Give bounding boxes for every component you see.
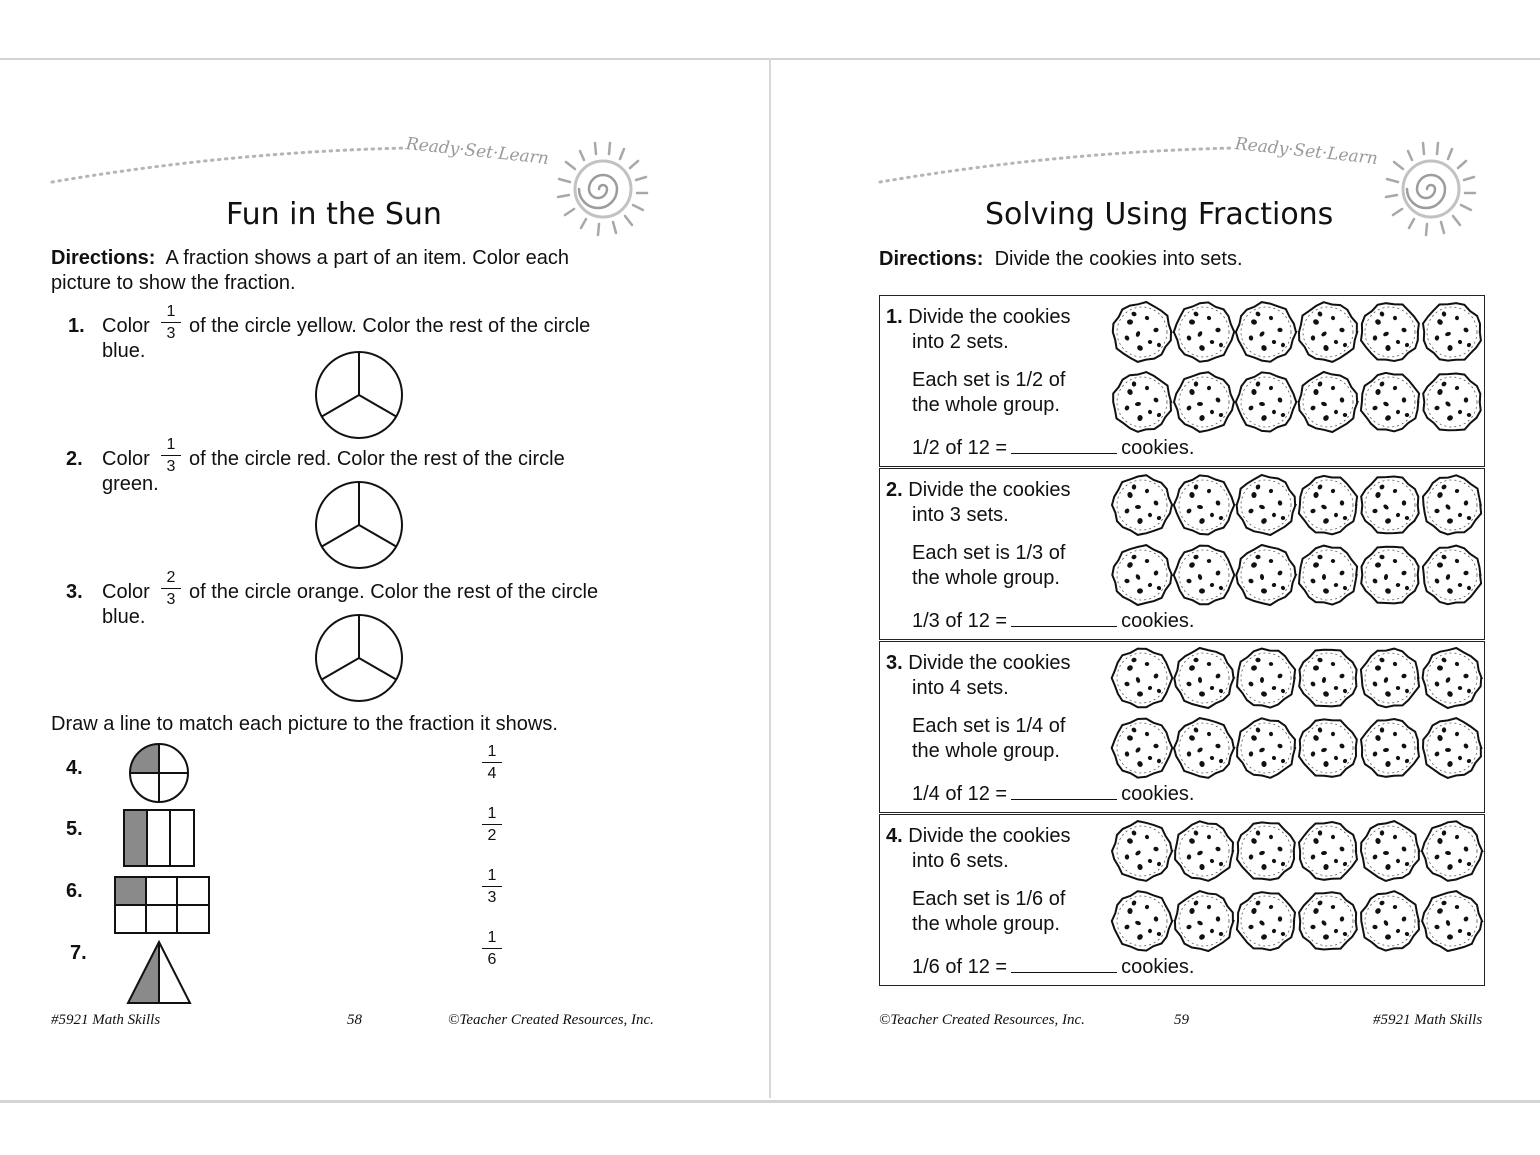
cookie-icon	[1361, 373, 1419, 431]
set-line1: Each set is 1/4 of	[912, 715, 1066, 737]
cookie-icon	[1422, 821, 1482, 881]
fraction-bar	[482, 762, 502, 763]
cookie-icon	[1361, 891, 1419, 950]
cookie-icon	[1361, 303, 1419, 361]
item-number: 3.	[66, 581, 83, 603]
sun-icon	[1378, 135, 1488, 245]
answer-blank[interactable]	[1011, 956, 1117, 973]
cookie-icon	[1174, 302, 1235, 361]
cookie-icon	[1237, 475, 1296, 535]
cookie-illustration	[1108, 298, 1488, 448]
cookie-icon	[1361, 649, 1419, 708]
cookie-icon	[1112, 891, 1172, 950]
fraction-bar	[482, 948, 502, 949]
cookie-icon	[1174, 546, 1235, 605]
cookie-icon	[1237, 892, 1295, 950]
cookie-icon	[1236, 302, 1296, 362]
unit: cookies.	[1121, 437, 1195, 459]
match-number: 7.	[70, 942, 87, 964]
item-text: of the circle orange. Color the rest of the circle	[189, 581, 599, 603]
dotted-arc-decoration	[878, 140, 1238, 190]
cookie-icon	[1299, 476, 1357, 534]
cookie-icon	[1423, 374, 1481, 431]
fraction	[161, 303, 181, 343]
item-text-line2: green.	[102, 473, 159, 495]
cookie-icon	[1174, 475, 1235, 534]
fraction-denominator: 4	[487, 765, 497, 782]
cookie-icon	[1423, 546, 1481, 605]
cookie-icon	[1361, 477, 1419, 534]
set-line2: the whole group.	[912, 740, 1060, 762]
fraction-denominator: 2	[487, 827, 497, 844]
footer-publisher: ©Teacher Created Resources, Inc.	[879, 1012, 1085, 1028]
problem-line1	[886, 478, 1071, 503]
problem-box	[879, 295, 1485, 467]
fraction-numerator: 1	[487, 867, 497, 884]
problem-text: Divide the cookies	[908, 652, 1071, 674]
fraction-numerator: 2	[166, 569, 176, 586]
cookie-icon	[1174, 372, 1234, 432]
footer-page-number: 58	[347, 1012, 362, 1028]
fraction-numerator: 1	[487, 929, 497, 946]
problem-line2: into 3 sets.	[912, 504, 1009, 526]
problem-line1	[886, 305, 1071, 330]
cookie-icon	[1112, 719, 1173, 778]
page-title: Solving Using Fractions	[985, 197, 1334, 232]
page-gutter	[769, 58, 771, 1098]
cookie-icon	[1361, 821, 1419, 881]
directions-line-2: picture to show the fraction.	[51, 272, 296, 294]
problem-line1	[886, 824, 1071, 849]
equation: 1/3 of 12 =	[912, 610, 1008, 632]
equation: 1/2 of 12 =	[912, 437, 1008, 459]
answer-blank[interactable]	[1011, 437, 1117, 454]
dotted-arc-decoration	[50, 140, 410, 190]
fraction-bar	[482, 824, 502, 825]
equation: 1/4 of 12 =	[912, 783, 1008, 805]
cookie-icon	[1174, 648, 1234, 708]
cookie-icon	[1299, 302, 1357, 362]
fraction-denominator: 3	[166, 458, 176, 475]
cookie-icon	[1112, 821, 1172, 881]
cookie-icon	[1361, 547, 1418, 604]
problem-number: 1.	[886, 306, 903, 328]
grid-sixths-shape	[114, 876, 210, 934]
fraction-denominator: 6	[487, 951, 497, 968]
cookie-illustration	[1108, 644, 1488, 794]
match-fraction	[482, 805, 502, 845]
answer-blank[interactable]	[1011, 610, 1117, 627]
page-title: Fun in the Sun	[226, 197, 442, 232]
directions-label: Directions:	[879, 248, 984, 270]
answer-blank[interactable]	[1011, 783, 1117, 800]
circle-thirds	[314, 350, 404, 440]
fraction	[161, 569, 181, 609]
cookie-illustration	[1108, 471, 1488, 621]
match-number: 6.	[66, 880, 83, 902]
fraction-denominator: 3	[166, 591, 176, 608]
problem-text: Divide the cookies	[908, 479, 1071, 501]
cookie-icon	[1113, 372, 1171, 432]
fraction-denominator: 3	[166, 325, 176, 342]
set-line1: Each set is 1/2 of	[912, 369, 1066, 391]
directions-line-1	[51, 246, 569, 271]
directions-text: A fraction shows a part of an item. Color each	[165, 247, 570, 269]
unit: cookies.	[1121, 610, 1195, 632]
problem-number: 2.	[886, 479, 903, 501]
cookie-icon	[1237, 649, 1295, 708]
item-text: of the circle red. Color the rest of the circle	[189, 448, 565, 470]
cookie-icon	[1423, 648, 1482, 708]
problem-line1	[886, 651, 1071, 676]
cookie-icon	[1423, 303, 1481, 361]
problem-number: 4.	[886, 825, 903, 847]
problem-number: 3.	[886, 652, 903, 674]
cookie-icon	[1299, 372, 1358, 432]
fraction-bar	[482, 886, 502, 887]
match-fraction	[482, 743, 502, 783]
triangle-halves-shape	[126, 940, 192, 1006]
footer-book-id: #5921 Math Skills	[1373, 1012, 1483, 1028]
cookie-icon	[1175, 821, 1233, 881]
set-line2: the whole group.	[912, 567, 1060, 589]
cookie-icon	[1361, 719, 1419, 777]
cookie-icon	[1299, 546, 1357, 605]
problem-box	[879, 468, 1485, 640]
cookie-icon	[1174, 718, 1234, 778]
footer-page-number: 59	[1174, 1012, 1189, 1028]
circle-quarters-shape	[129, 743, 189, 803]
item-pre: Color	[102, 315, 150, 337]
item-number: 1.	[68, 315, 85, 337]
sun-icon	[550, 135, 660, 245]
problem-text: Divide the cookies	[908, 825, 1071, 847]
set-line2: the whole group.	[912, 394, 1060, 416]
cookie-icon	[1299, 719, 1357, 776]
problem-box	[879, 814, 1485, 986]
directions-label: Directions:	[51, 247, 156, 269]
fraction-numerator: 1	[166, 303, 176, 320]
item-text: of the circle yellow. Color the rest of the circle	[189, 315, 591, 337]
cookie-icon	[1237, 822, 1295, 879]
set-line2: the whole group.	[912, 913, 1060, 935]
fraction	[161, 436, 181, 476]
circle-thirds	[314, 480, 404, 570]
fraction-numerator: 1	[487, 805, 497, 822]
cookie-icon	[1423, 475, 1481, 534]
match-instruction: Draw a line to match each picture to the fraction it shows.	[51, 713, 558, 735]
directions-text: Divide the cookies into sets.	[994, 248, 1243, 270]
circle-thirds	[314, 613, 404, 703]
set-line1: Each set is 1/6 of	[912, 888, 1066, 910]
cookie-icon	[1423, 718, 1481, 778]
item-text-line2: blue.	[102, 340, 146, 362]
problem-line2: into 4 sets.	[912, 677, 1009, 699]
cookie-icon	[1299, 892, 1357, 949]
directions	[879, 247, 1243, 272]
problem-text: Divide the cookies	[908, 306, 1071, 328]
fraction-numerator: 1	[166, 436, 176, 453]
match-number: 4.	[66, 757, 83, 779]
footer-publisher: ©Teacher Created Resources, Inc.	[448, 1012, 654, 1028]
cookie-icon	[1236, 372, 1297, 431]
fraction-bar	[161, 455, 181, 456]
rectangle-thirds-shape	[123, 809, 195, 867]
ready-set-learn-logo: Ready·Set·Learn	[1233, 134, 1379, 169]
cookie-illustration	[1108, 817, 1488, 967]
cookie-icon	[1112, 649, 1173, 708]
match-fraction	[482, 929, 502, 969]
cookie-icon	[1299, 650, 1356, 707]
set-line1: Each set is 1/3 of	[912, 542, 1066, 564]
match-number: 5.	[66, 818, 83, 840]
cookie-icon	[1422, 891, 1482, 951]
match-fraction	[482, 867, 502, 907]
fraction-bar	[161, 322, 181, 323]
cookie-icon	[1113, 302, 1172, 362]
item-text-line2: blue.	[102, 606, 146, 628]
item-pre: Color	[102, 448, 150, 470]
problem-line2: into 6 sets.	[912, 850, 1009, 872]
cookie-icon	[1299, 822, 1357, 880]
cookie-icon	[1112, 545, 1172, 605]
fraction-numerator: 1	[487, 743, 497, 760]
cookie-icon	[1112, 475, 1172, 535]
cookie-icon	[1175, 891, 1234, 951]
problem-line2: into 2 sets.	[912, 331, 1009, 353]
cookie-icon	[1236, 545, 1296, 605]
item-number: 2.	[66, 448, 83, 470]
item-pre: Color	[102, 581, 150, 603]
cookie-icon	[1237, 718, 1295, 778]
unit: cookies.	[1121, 956, 1195, 978]
fraction-bar	[161, 588, 181, 589]
footer-book-id: #5921 Math Skills	[51, 1012, 161, 1028]
fraction-denominator: 3	[487, 889, 497, 906]
ready-set-learn-logo: Ready·Set·Learn	[404, 134, 550, 169]
unit: cookies.	[1121, 783, 1195, 805]
equation: 1/6 of 12 =	[912, 956, 1008, 978]
problem-box	[879, 641, 1485, 813]
